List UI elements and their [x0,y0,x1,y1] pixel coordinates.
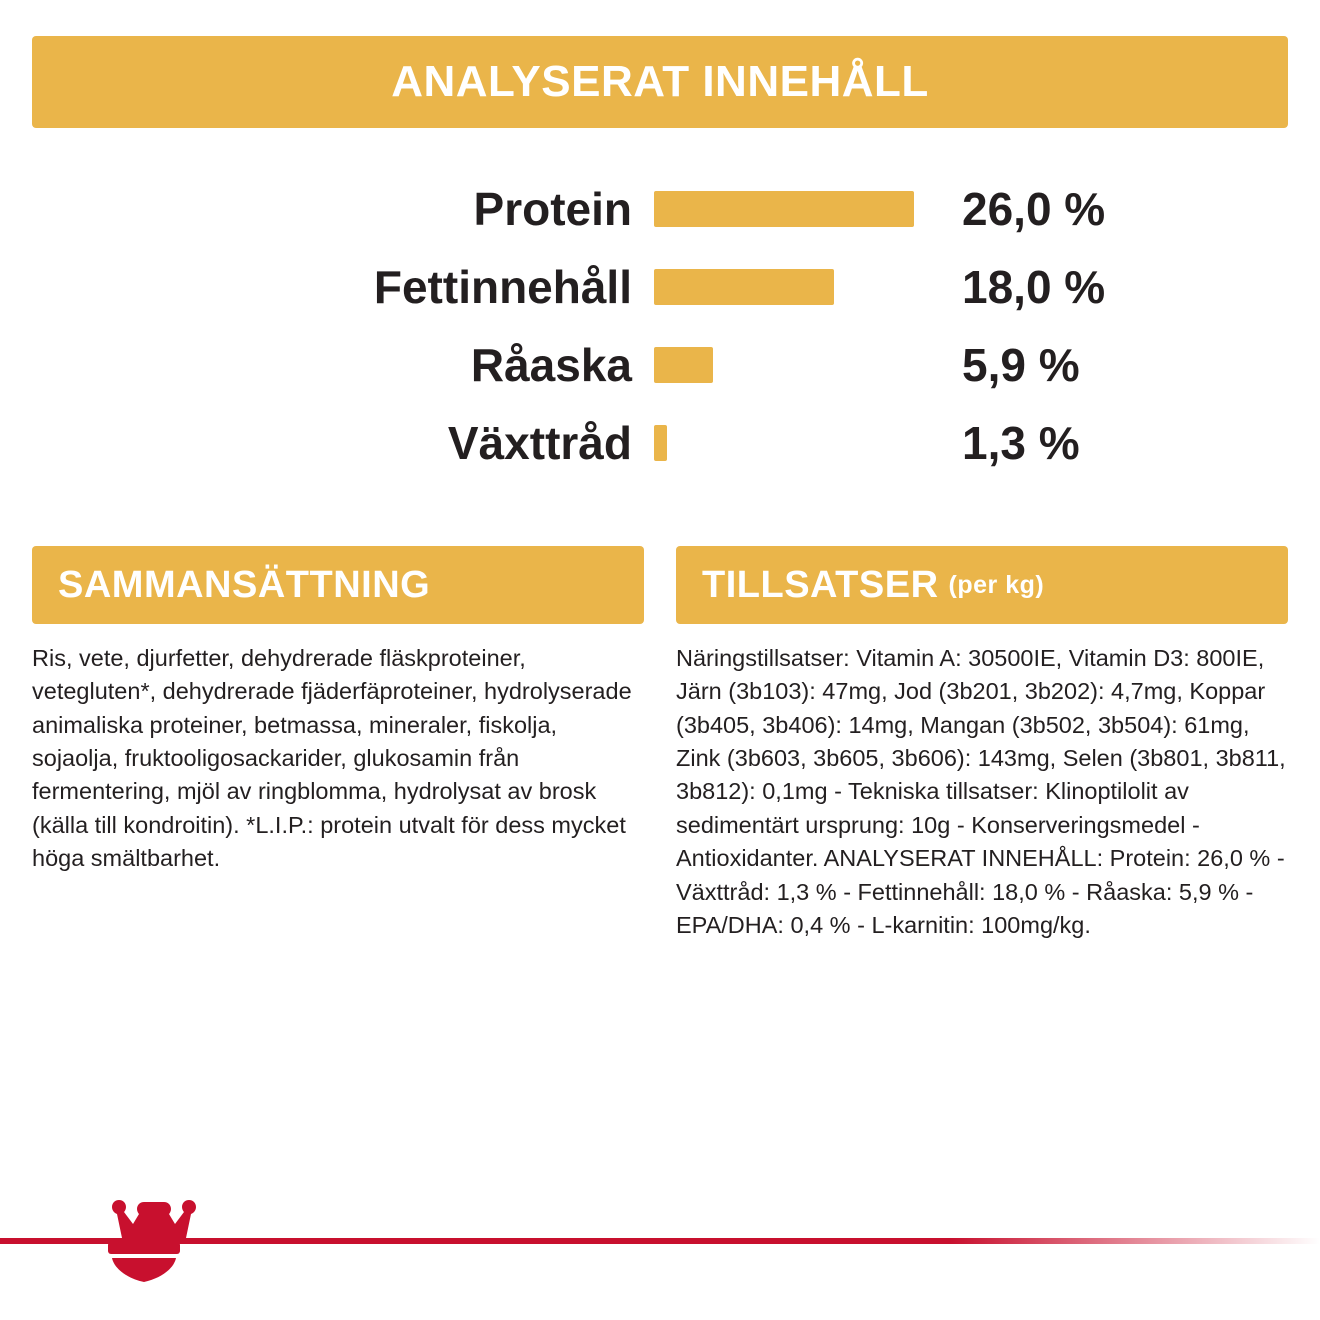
additives-text: Näringstillsatser: Vitamin A: 30500IE, Vitamin D3: 800IE, Järn (3b103): 47mg, Jod (3b201, 3b202): 4,7mg, Koppar (3b405, 3b406): 14mg, Mangan (3b502, 3b504): 61mg, Zink (3b603, 3b605, 3b606): 143mg, Selen (3b801, 3b811, 3b812): 0,1mg - Tekniska tillsatser: Klinoptilolit av sedimentärt ursprung: 10g - Konserveringsmedel - Antioxidanter. ANALYSERAT INNEHÅLL: Protein: 26,0 % - Växttråd: 1,3 % - Fettinnehåll: 18,0 % - Råaska: 5,9 % - EPA/DHA: 0,4 % - L-karnitin: 100mg/kg. [676,645,1286,938]
analysis-bar-track [654,191,944,227]
page-title: ANALYSERAT INNEHÅLL [32,36,1288,128]
analysis-bar-fill [654,425,667,461]
analysis-row [32,170,1288,248]
royal-canin-crown-logo [88,1198,200,1286]
composition-body [32,642,644,876]
analysis-chart [32,170,1288,482]
analysis-row [32,404,1288,482]
analysis-label: Fettinnehåll [373,261,632,313]
analysis-bar-track [654,269,944,305]
analysis-bar-fill [654,269,834,305]
analysis-label: Råaska [470,339,632,391]
composition-section [32,546,644,876]
additives-heading-note: (per kg) [948,570,1045,599]
analysis-row [32,326,1288,404]
analysis-label: Växttråd [447,417,632,469]
analysis-bar-track [654,347,944,383]
additives-heading [676,546,1288,624]
analysis-bar-fill [654,191,914,227]
composition-heading [32,546,644,624]
analysis-value: 5,9 % [962,339,1080,391]
analysis-label: Protein [473,183,632,235]
additives-body [676,642,1288,942]
analysis-row [32,248,1288,326]
additives-section [676,546,1288,942]
analysis-value: 18,0 % [962,261,1106,313]
analysis-value: 26,0 % [962,183,1106,235]
analysis-bar-track [654,425,944,461]
additives-heading-label: TILLSATSER [702,563,939,606]
composition-text: Ris, vete, djurfetter, dehydrerade fläskproteiner, vetegluten*, dehydrerade fjäderfäproteiner, hydrolyserade animaliska proteiner, betmassa, mineraler, fiskolja, sojaolja, fruktooligosackarider, glukosamin från fermentering, mjöl av ringblomma, hydrolysat av brosk (källa till kondroitin). *L.I.P.: protein utvalt för dess mycket höga smältbarhet. [32,645,632,872]
composition-heading-label: SAMMANSÄTTNING [58,563,431,606]
analysis-value: 1,3 % [962,417,1080,469]
analysis-bar-fill [654,347,713,383]
